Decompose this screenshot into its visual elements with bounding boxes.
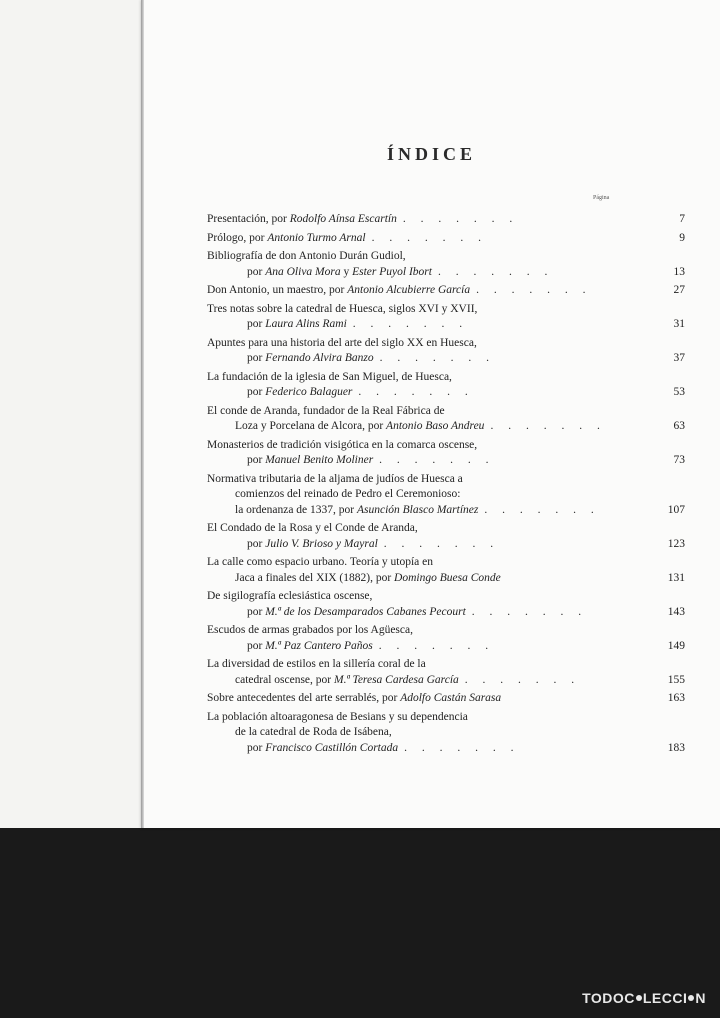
entry-author: Adolfo Castán Sarasa <box>400 692 502 704</box>
toc-entry-line <box>207 487 625 503</box>
entry-text: Apuntes para una historia del arte del siglo XX en Huesca, <box>207 336 477 349</box>
entry-author: Ana Oliva Mora <box>265 265 341 278</box>
toc-entry-line <box>207 605 685 621</box>
entry-text: Bibliografía de don Antonio Durán Gudiol, <box>207 250 406 262</box>
entry-page-number: 163 <box>667 692 685 704</box>
entry-text: catedral oscense, por <box>235 673 334 686</box>
leader-dots: . . . . . . . <box>464 673 581 686</box>
entry-text: por <box>247 639 266 652</box>
entry-text: Jaca a finales del XIX (1882), por <box>235 571 395 584</box>
entry-text: por <box>247 605 266 618</box>
toc-entry <box>207 657 685 688</box>
watermark-logo: TODOC LECCI N <box>582 990 706 1006</box>
page-title: ÍNDICE <box>386 144 476 164</box>
entry-author: M.ª de los Desamparados Cabanes Pecourt <box>265 605 466 618</box>
entry-text: Prólogo, por <box>207 231 268 244</box>
toc-entry-line <box>207 265 685 281</box>
toc-entry-line <box>207 571 685 587</box>
entry-text: por <box>247 318 266 330</box>
entry-text: Normativa tributaria de la aljama de judíos de Huesca a <box>207 472 463 485</box>
leader-dots: . . . . . . . <box>358 386 474 398</box>
entry-text: Presentación, por <box>207 213 290 225</box>
entry-page-number: 155 <box>667 673 685 686</box>
entry-page-number: 183 <box>667 741 685 754</box>
leader-dots: . . . . . . . <box>371 231 487 244</box>
entry-text: La población altoaragonesa de Besians y su dependencia <box>207 710 468 723</box>
toc-entry-line <box>207 351 685 367</box>
toc-entry-line <box>207 589 625 605</box>
entry-text: y <box>340 265 353 278</box>
toc-entry <box>207 438 685 469</box>
toc-entry-line <box>207 283 685 299</box>
entry-text: Loza y Porcelana de Alcora, por <box>235 420 387 432</box>
toc-entry <box>207 710 685 757</box>
toc-entry <box>207 589 685 620</box>
toc-entry-line <box>207 438 625 454</box>
toc-entry <box>207 472 685 519</box>
toc-entry-line <box>207 404 625 420</box>
leader-dots: . . . . . . . <box>379 454 495 466</box>
toc-entry-line <box>207 521 625 537</box>
entry-author: Rodolfo Aínsa Escartín <box>289 213 397 225</box>
entry-author: Laura Alins Rami <box>265 318 347 330</box>
toc-entry <box>207 283 685 299</box>
page-column-label: Página <box>593 195 610 201</box>
toc-entry-line <box>207 212 685 228</box>
toc-entry-line <box>207 370 625 386</box>
leader-dots: . . . . . . . <box>490 420 606 432</box>
entry-text: por <box>247 352 266 364</box>
entry-text: El conde de Aranda, fundador de la Real Fábrica de <box>207 404 445 417</box>
entry-page-number: 53 <box>673 386 685 398</box>
entry-text: Escudos de armas grabados por los Agüesca, <box>207 624 413 636</box>
facing-page <box>0 0 143 828</box>
toc-entry-line <box>207 385 685 401</box>
entry-page-number: 107 <box>667 503 685 516</box>
leader-dots: . . . . . . . <box>379 352 495 364</box>
entry-author: Domingo Buesa Conde <box>394 571 501 584</box>
entry-author: Antonio Turmo Arnal <box>267 231 366 244</box>
toc-entry-line <box>207 336 625 352</box>
book-gutter <box>141 0 144 828</box>
entry-author: Asunción Blasco Martínez <box>356 503 479 516</box>
toc-entry-line <box>207 691 685 707</box>
toc-entry-line <box>207 231 685 247</box>
entry-author: Antonio Baso Andreu <box>386 420 485 432</box>
toc-entry <box>207 691 685 707</box>
entry-text: La diversidad de estilos en la sillería coral de la <box>207 658 426 670</box>
toc-entry-line <box>207 710 625 726</box>
entry-page-number: 63 <box>673 420 685 432</box>
leader-dots: . . . . . . . <box>378 639 495 652</box>
toc-entry <box>207 370 685 401</box>
toc-entry-line <box>207 725 625 741</box>
entry-text: la ordenanza de 1337, por <box>235 503 357 516</box>
leader-dots: . . . . . . . <box>471 605 588 618</box>
toc-entry <box>207 231 685 247</box>
entry-text: Sobre antecedentes del arte serrablés, por <box>207 692 401 704</box>
leader-dots: . . . . . . . <box>352 318 469 330</box>
entry-text: por <box>247 454 266 466</box>
toc-entry-line <box>207 317 685 333</box>
toc-entry-line <box>207 302 625 318</box>
entry-text: El Condado de la Rosa y el Conde de Aranda, <box>207 522 418 534</box>
entry-text: La fundación de la iglesia de San Miguel, de Huesca, <box>207 370 452 383</box>
entry-page-number: 9 <box>679 231 685 244</box>
toc-entry-line <box>207 657 625 673</box>
toc-entry <box>207 404 685 435</box>
toc-entry-line <box>207 741 685 757</box>
toc-entry <box>207 336 685 367</box>
toc-entry <box>207 302 685 333</box>
entry-text: de la catedral de Roda de Isábena, <box>235 726 392 738</box>
entry-page-number: 143 <box>667 605 685 618</box>
leader-dots: . . . . . . . <box>437 265 554 278</box>
entry-text: Tres notas sobre la catedral de Huesca, siglos XVI y XVII, <box>207 302 478 315</box>
entry-page-number: 7 <box>679 213 685 225</box>
entry-text: Don Antonio, un maestro, por <box>207 284 348 296</box>
entry-text: por <box>247 741 266 754</box>
entry-author: Federico Balaguer <box>265 386 353 398</box>
table-of-contents <box>207 212 685 759</box>
leader-dots: . . . . . . . <box>476 284 592 296</box>
leader-dots: . . . . . . . <box>484 503 600 516</box>
toc-entry-line <box>207 537 685 553</box>
leader-dots: . . . . . . . <box>404 741 520 754</box>
entry-text: comienzos del reinado de Pedro el Ceremonioso: <box>235 488 461 500</box>
entry-author: Ester Puyol Ibort <box>352 265 432 278</box>
entry-page-number: 131 <box>667 571 685 584</box>
index-page <box>143 0 720 828</box>
toc-entry <box>207 212 685 228</box>
toc-entry-line <box>207 453 685 469</box>
entry-author: Manuel Benito Moliner <box>265 454 374 466</box>
entry-page-number: 13 <box>673 265 685 278</box>
toc-entry <box>207 555 685 586</box>
entry-text: por <box>247 537 266 550</box>
entry-page-number: 73 <box>673 454 685 466</box>
entry-author: M.ª Teresa Cardesa García <box>333 673 459 686</box>
toc-entry-line <box>207 623 625 639</box>
leader-dots: . . . . . . . <box>402 213 519 225</box>
entry-text: por <box>247 265 266 278</box>
toc-entry <box>207 623 685 654</box>
toc-entry-line <box>207 472 625 488</box>
entry-author: Fernando Alvira Banzo <box>265 352 374 364</box>
leader-dots: . . . . . . . <box>383 537 500 550</box>
entry-page-number: 149 <box>667 639 685 652</box>
entry-text: por <box>247 386 266 398</box>
toc-entry <box>207 249 685 280</box>
entry-author: Antonio Alcubierre García <box>347 284 471 296</box>
toc-entry <box>207 521 685 552</box>
entry-text: Monasterios de tradición visigótica en la comarca oscense, <box>207 438 478 451</box>
toc-entry-line <box>207 503 685 519</box>
toc-entry-line <box>207 673 685 689</box>
toc-entry-line <box>207 639 685 655</box>
toc-entry-line <box>207 555 625 571</box>
entry-text: De sigilografía eclesiástica oscense, <box>207 590 373 602</box>
entry-text: La calle como espacio urbano. Teoría y utopía en <box>207 556 434 568</box>
entry-author: Francisco Castillón Cortada <box>265 741 399 754</box>
toc-entry-line <box>207 419 685 435</box>
toc-entry-line <box>207 249 625 265</box>
entry-page-number: 31 <box>673 318 685 330</box>
entry-page-number: 27 <box>673 284 685 296</box>
entry-author: M.ª Paz Cantero Paños <box>265 639 373 652</box>
entry-author: Julio V. Brioso y Mayral <box>265 537 378 550</box>
entry-page-number: 123 <box>667 537 685 550</box>
entry-page-number: 37 <box>673 352 685 364</box>
